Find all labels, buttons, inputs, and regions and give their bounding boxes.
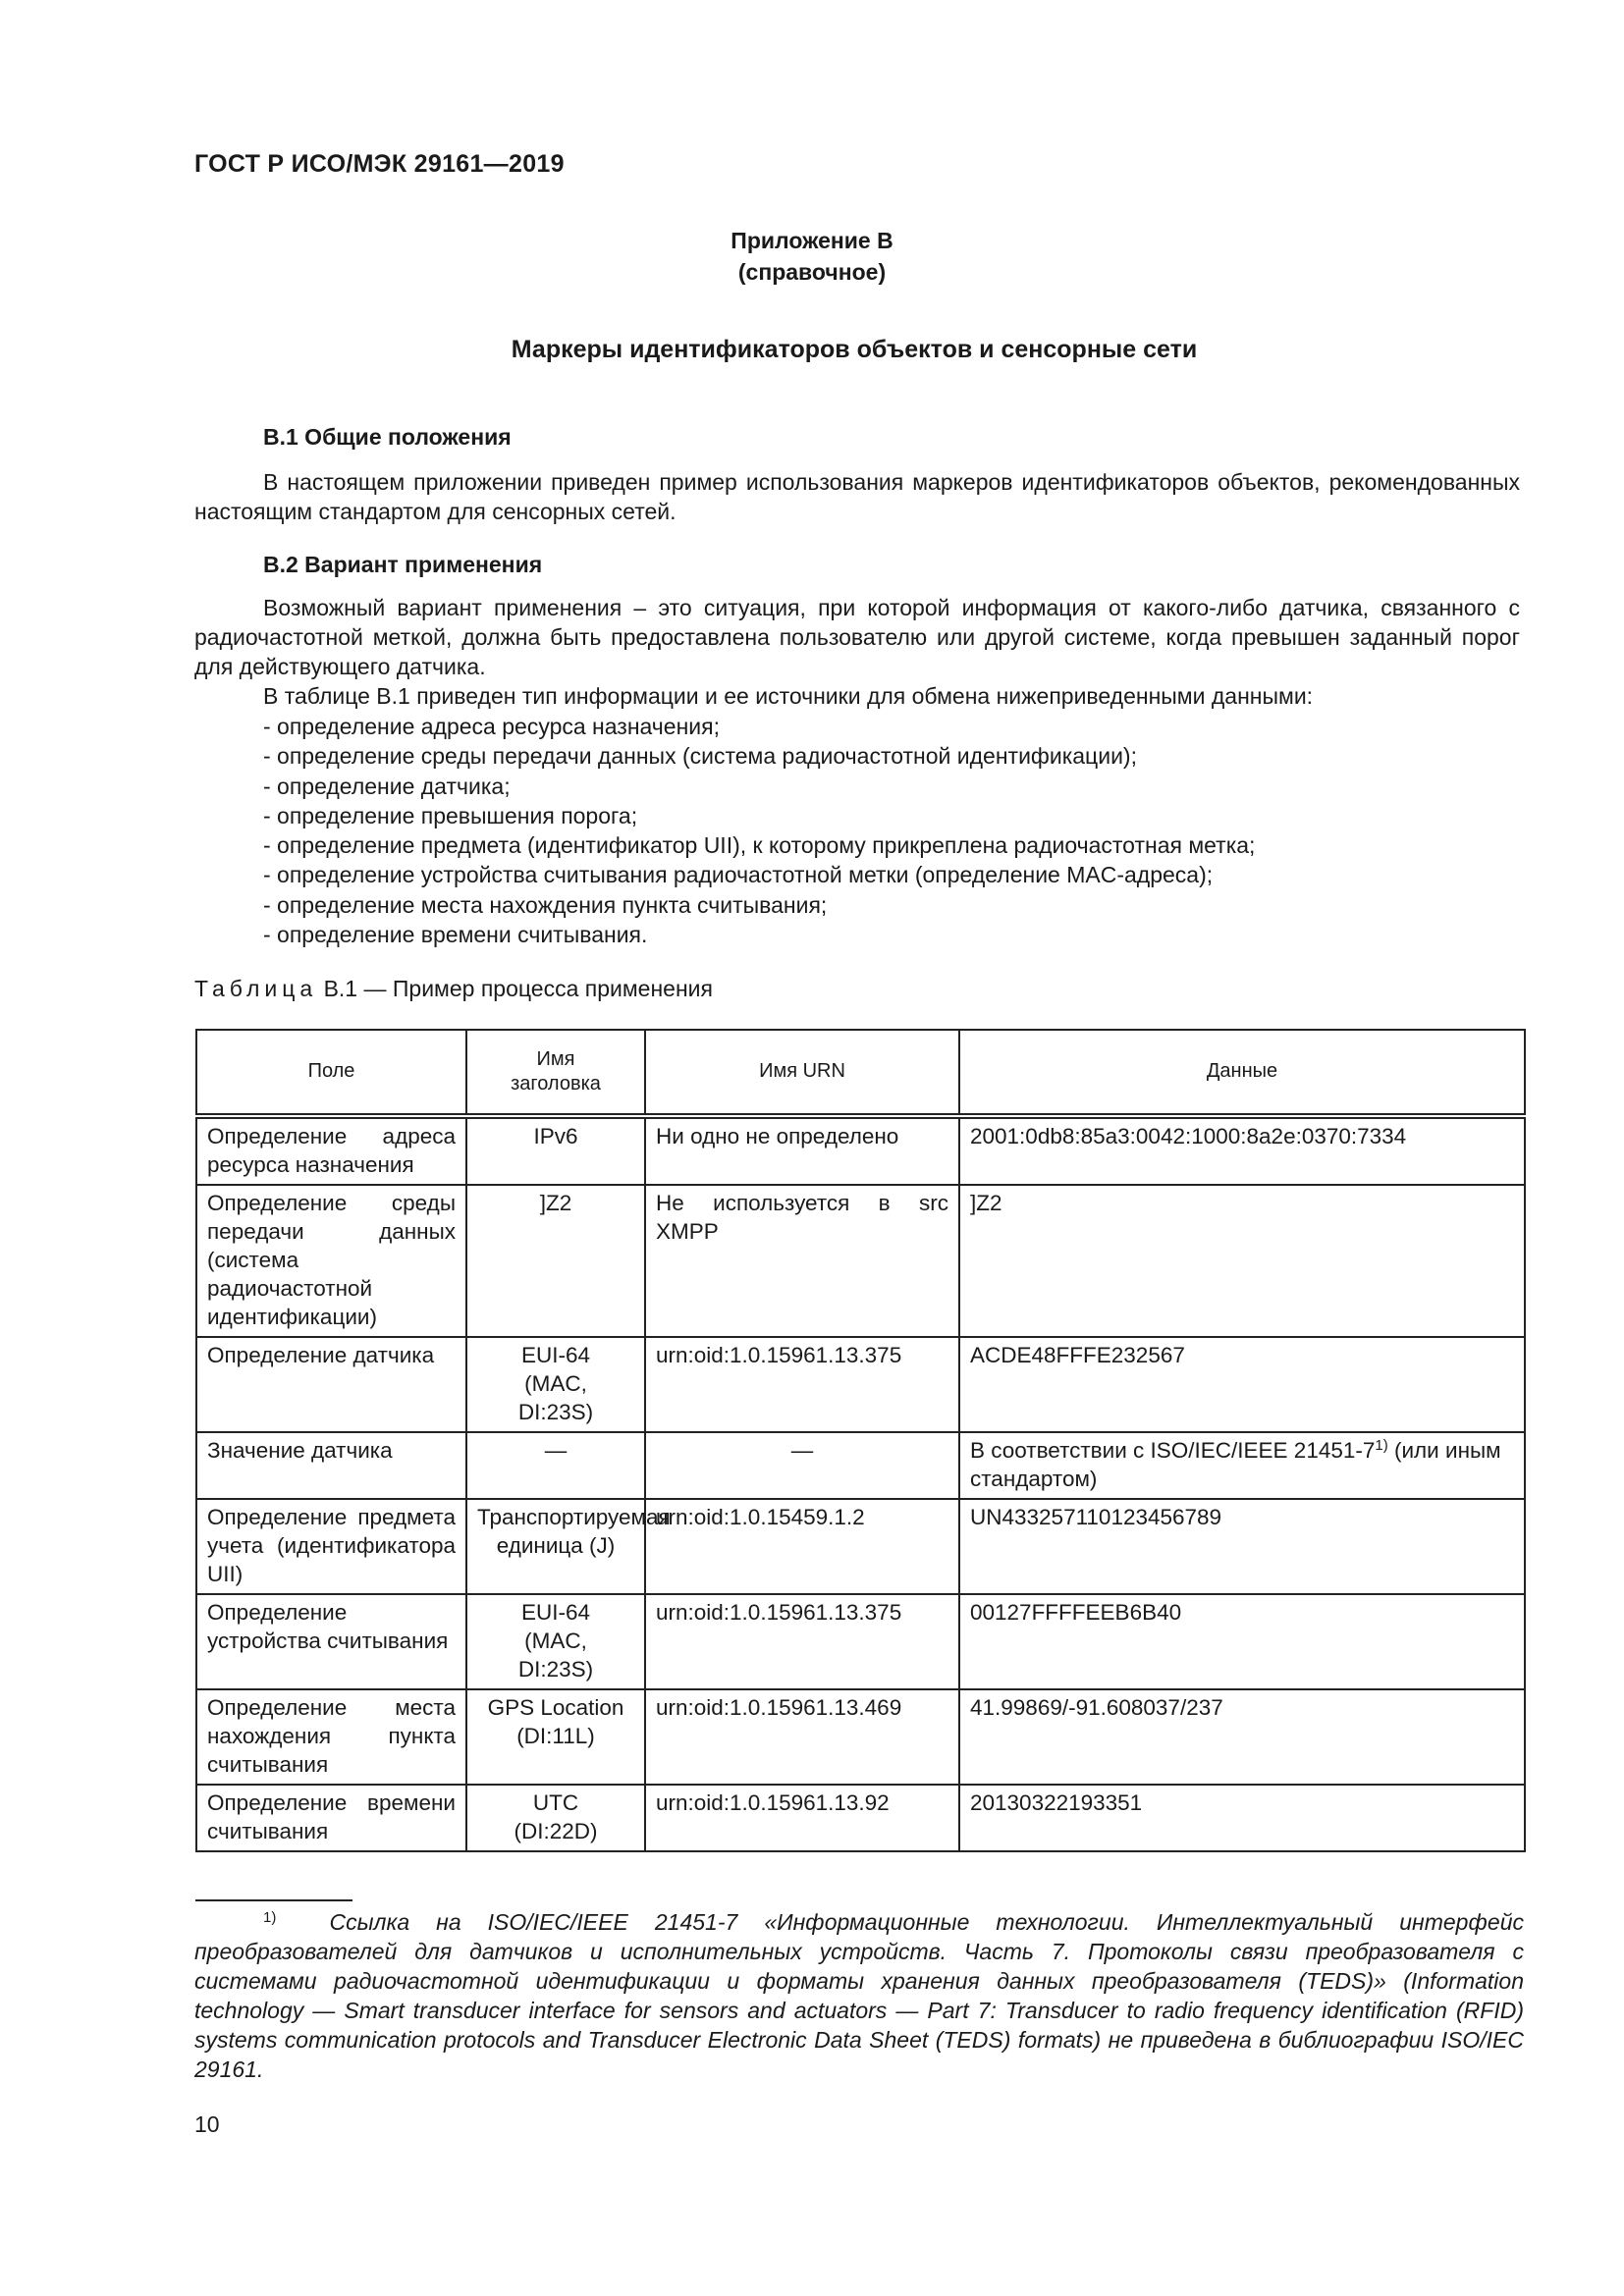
table-cell: —: [645, 1432, 959, 1499]
table-cell-text-suffix: (или иным стандартом): [970, 1438, 1501, 1491]
table-header-row: [196, 1030, 1525, 1116]
table-cell: urn:oid:1.0.15961.13.469: [645, 1689, 959, 1785]
table-caption-text: В.1 — Пример процесса применения: [317, 976, 713, 1001]
section-heading-b1: В.1 Общие положения: [263, 424, 512, 450]
table-cell: Транспортируемая единица (J): [466, 1499, 645, 1594]
column-header: Имя URN: [645, 1030, 959, 1116]
paragraph-b2-1-text: Возможный вариант применения – это ситуация, при которой информация от какого-либо датчика, связанного с радиочастотной меткой, должна быть предоставлена пользователю или другой системе, когда превышен заданный порог для действующего датчика.: [194, 595, 1520, 679]
annex-type: (справочное): [737, 259, 887, 285]
footnote-mark: 1): [263, 1909, 277, 1926]
table-row: [196, 1689, 1525, 1785]
list-item: - определение устройства считывания радиочастотной метки (определение MAC-адреса);: [263, 862, 1214, 888]
footnote-text: Ссылка на ISO/IEC/IEEE 21451-7 «Информационные технологии. Интеллектуальный интерфейс преобразователей для датчиков и исполнительных устройств. Часть 7. Протоколы связи преобразователя с системами радиочастотной идентификации и форматы хранения данных преобразователя (TEDS)» (Information technology — Smart transducer interface for sensors and actuators — Part 7: Transducer to radio frequency identification (RFID) systems communication protocols and Transducer Electronic Data Sheet (TEDS) formats) не приведена в библиографии ISO/IEC 29161.: [194, 1909, 1524, 2082]
table-cell: Определение датчика: [196, 1337, 466, 1432]
table-cell: UN433257110123456789: [959, 1499, 1525, 1594]
table-cell: ACDE48FFFE232567: [959, 1337, 1525, 1432]
table-cell: Определение устройства считывания: [196, 1594, 466, 1689]
table-cell: Ни одно не определено: [645, 1116, 959, 1185]
table-cell: EUI-64 (MAC, DI:23S): [466, 1594, 645, 1689]
table-row: [196, 1185, 1525, 1337]
list-item: - определение превышения порога;: [263, 802, 638, 828]
table-row: [196, 1499, 1525, 1594]
table-cell: [959, 1432, 1525, 1499]
data-table: [195, 1029, 1526, 1852]
footnote: [194, 1907, 1524, 2084]
footnote-divider: [195, 1899, 352, 1901]
column-header: Имя заголовка: [466, 1030, 645, 1116]
table-cell: ]Z2: [466, 1185, 645, 1337]
table-caption-label: Таблица: [194, 976, 318, 1001]
table-cell: 20130322193351: [959, 1785, 1525, 1851]
column-header: Данные: [959, 1030, 1525, 1116]
table-cell: urn:oid:1.0.15961.13.375: [645, 1337, 959, 1432]
table-cell: Определение среды передачи данных (система радиочастотной идентификации): [196, 1185, 466, 1337]
table-cell: Значение датчика: [196, 1432, 466, 1499]
table-cell: Не используется в src XMPP: [645, 1185, 959, 1337]
table-cell: urn:oid:1.0.15961.13.92: [645, 1785, 959, 1851]
table-cell: GPS Location (DI:11L): [466, 1689, 645, 1785]
table-cell: urn:oid:1.0.15459.1.2: [645, 1499, 959, 1594]
annex-title: Приложение В: [731, 228, 893, 253]
table-row: [196, 1337, 1525, 1432]
page-number: 10: [194, 2111, 220, 2137]
list-item: - определение места нахождения пункта считывания;: [263, 891, 828, 918]
paragraph-b2-2-text: В таблице В.1 приведен тип информации и ее источники для обмена нижеприведенными данными:: [263, 683, 1314, 709]
table-cell: Определение времени считывания: [196, 1785, 466, 1851]
list-item: - определение времени считывания.: [263, 922, 648, 948]
list-item: - определение адреса ресурса назначения;: [263, 714, 720, 739]
table-cell: —: [466, 1432, 645, 1499]
table-cell: Определение места нахождения пункта считывания: [196, 1689, 466, 1785]
list-item: - определение датчика;: [263, 773, 511, 799]
table-cell: 2001:0db8:85a3:0042:1000:8a2e:0370:7334: [959, 1116, 1525, 1185]
paragraph-b2-1: [194, 593, 1520, 681]
page-title: Маркеры идентификаторов объектов и сенсорные сети: [511, 336, 1198, 363]
bullet-list: [263, 712, 1255, 949]
table-cell-text: В соответствии с ISO/IEC/IEEE 21451-7: [970, 1438, 1376, 1463]
paragraph-b1: [194, 467, 1520, 526]
section-heading-b2: В.2 Вариант применения: [263, 552, 543, 577]
paragraph-b2-2: [194, 681, 1520, 711]
table-cell: UTC (DI:22D): [466, 1785, 645, 1851]
table-cell: ]Z2: [959, 1185, 1525, 1337]
list-item: - определение предмета (идентификатор UII), к которому прикреплена радиочастотная метка;: [263, 832, 1256, 859]
table-row: [196, 1116, 1525, 1185]
paragraph-b1-text: В настоящем приложении приведен пример использования маркеров идентификаторов объектов, рекомендованных настоящим стандартом для сенсорных сетей.: [194, 469, 1520, 524]
table-cell: IPv6: [466, 1116, 645, 1185]
table-row: [196, 1785, 1525, 1851]
footnote-reference: 1): [1375, 1437, 1388, 1454]
table-cell: 41.99869/-91.608037/237: [959, 1689, 1525, 1785]
table-row: [196, 1432, 1525, 1499]
table-cell: EUI-64 (MAC, DI:23S): [466, 1337, 645, 1432]
table-cell: 00127FFFFEEB6B40: [959, 1594, 1525, 1689]
table-row: [196, 1594, 1525, 1689]
document-code: ГОСТ Р ИСО/МЭК 29161—2019: [194, 150, 565, 178]
table-cell: urn:oid:1.0.15961.13.375: [645, 1594, 959, 1689]
table-caption: [194, 976, 713, 1002]
column-header: Поле: [196, 1030, 466, 1116]
table-cell: Определение предмета учета (идентификатора UII): [196, 1499, 466, 1594]
list-item: - определение среды передачи данных (система радиочастотной идентификации);: [263, 743, 1137, 770]
table-cell: Определение адреса ресурса назначения: [196, 1116, 466, 1185]
